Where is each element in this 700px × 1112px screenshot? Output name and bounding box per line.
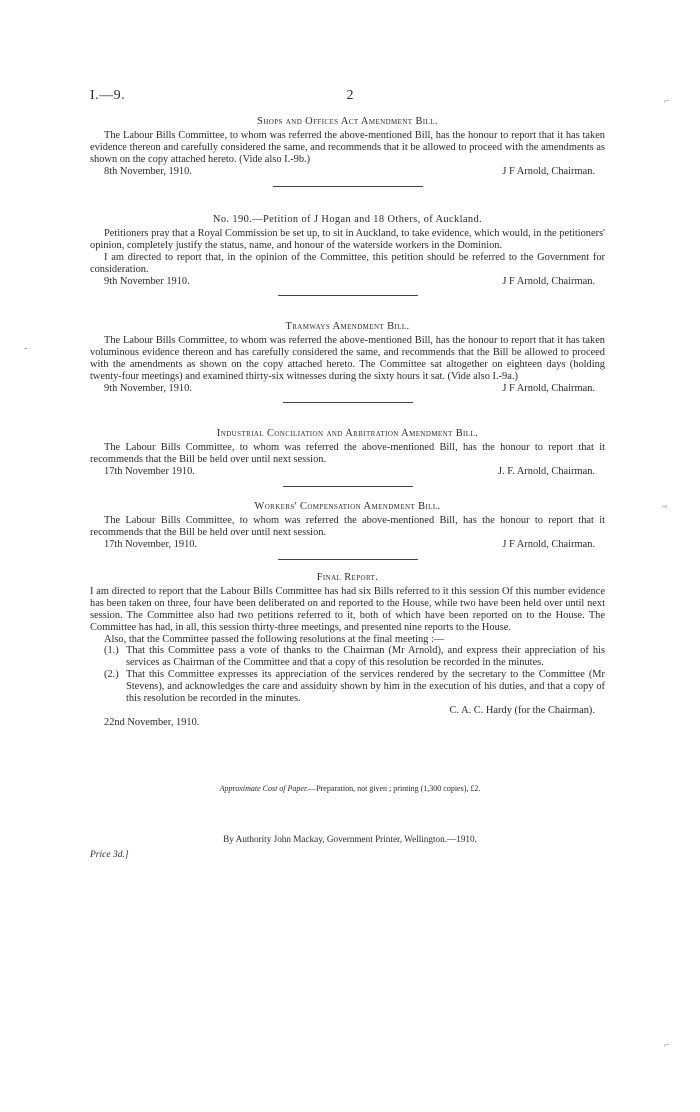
divider — [278, 559, 418, 560]
section-date: 9th November, 1910. — [104, 382, 192, 394]
signature-line — [90, 166, 605, 178]
section-body-2: I am directed to report that, in the opinion of the Committee, this petition should be referred to the Government for consideration. — [90, 251, 605, 275]
resolution-number: (1.) — [104, 645, 119, 657]
section-signature: J. F. Arnold, Chairman. — [497, 465, 595, 477]
section-body: The Labour Bills Committee, to whom was referred the above-mentioned Bill, has the honour to report that it has taken voluminous evidence thereon and has carefully considered the same, and recommends that the Bill be allowed to proceed with the amendments as shown on the copy attached hereto. The Committee sat altogether on eighteen days (holding twenty-four meetings) and examined thirty-six witnesses during the sixty hours it sat. (Vide also I.-9a.) — [90, 334, 605, 382]
resolution-item — [90, 669, 605, 705]
section-signature: J F Arnold, Chairman. — [502, 165, 595, 177]
cost-label: Approximate Cost of Paper. — [219, 784, 309, 793]
section-shops-offices — [90, 116, 605, 187]
cost-text: —Preparation, not given ; printing (1,300 copies), £2. — [308, 784, 481, 793]
section-signature: J F Arnold, Chairman. — [502, 538, 595, 550]
resolution-text: That this Committee pass a vote of thanks to the Chairman (Mr Arnold), and express their appreciation of his services as Chairman of the Committee and that a copy of this resolution be recorded in the minutes. — [126, 645, 605, 669]
section-date: 17th November 1910. — [104, 465, 195, 477]
divider — [273, 186, 423, 187]
divider — [283, 486, 413, 487]
price: Price 3d.] — [90, 850, 129, 860]
section-date: 8th November, 1910. — [104, 165, 192, 177]
final-report-body: I am directed to report that the Labour Bills Committee has had six Bills referred to it this session Of this number evidence has been taken on three, four have been deliberated on and reported to the House, while two have been held over until next session. The Committee also had two petitions referred to it, both of which have been reported on to the House. The Committee has had, in all, this session thirty-three meetings, and presented nine reports to the House. — [90, 585, 605, 633]
section-body: The Labour Bills Committee, to whom was referred the above-mentioned Bill, has the honour to report that it recommends that the Bill be held over until next session. — [90, 514, 605, 538]
section-date: 17th November, 1910. — [104, 538, 198, 550]
page-number: 2 — [346, 88, 354, 103]
section-workers-compensation — [90, 501, 605, 560]
resolution-number: (2.) — [104, 669, 119, 681]
section-body: The Labour Bills Committee, to whom was referred the above-mentioned Bill, has the honour to report that it has taken evidence thereon and carefully considered the same, and recommends that it be allowed to proceed with the amendments as shown on the copy attached hereto. (Vide also I.-9b.) — [90, 129, 605, 165]
final-report-date: 22nd November, 1910. — [104, 716, 200, 728]
section-body: The Labour Bills Committee, to whom was referred the above-mentioned Bill, has the honour to report that it recommends that the Bill be held over until next session. — [90, 441, 605, 465]
section-title: Final Report. — [316, 572, 379, 583]
final-report-intro: Also, that the Committee passed the following resolutions at the final meeting :— — [104, 633, 445, 645]
printer-imprint: By Authority John Mackay, Government Printer, Wellington.—1910. — [223, 834, 477, 844]
signature-line — [90, 383, 605, 395]
section-final-report — [90, 572, 605, 729]
section-industrial-conciliation — [90, 428, 605, 487]
signature-line — [90, 466, 605, 478]
section-title: Industrial Conciliation and Arbitration Amendment Bill. — [216, 428, 479, 439]
signature-line — [90, 539, 605, 551]
margin-mark: ⌐ — [664, 1040, 670, 1051]
paper-reference: I.—9. — [90, 88, 126, 103]
section-petition-190 — [90, 214, 605, 296]
divider — [278, 295, 418, 296]
resolution-text: That this Committee expresses its appreciation of the services rendered by the secretary to the Committee (Mr Stevens), and acknowledges the care and assiduity shown by him in the execution of his duties, and that a copy of this resolution be recorded in the minutes. — [126, 669, 605, 705]
section-title: Workers' Compensation Amendment Bill. — [254, 501, 441, 512]
section-title: No. 190.—Petition of J Hogan and 18 Others, of Auckland. — [212, 214, 483, 225]
section-signature: J F Arnold, Chairman. — [502, 275, 595, 287]
margin-mark: ⌐ — [664, 96, 670, 107]
margin-mark: ~ — [662, 502, 668, 513]
final-report-signature: C. A. C. Hardy (for the Chairman). — [449, 704, 595, 716]
section-title: Tramways Amendment Bill. — [285, 321, 410, 332]
section-body: Petitioners pray that a Royal Commission be set up, to sit in Auckland, to take evidence, which would, in the petitioners' opinion, completely justify the status, name, and honour of the waterside workers in the Dominion. — [90, 227, 605, 251]
margin-mark: - — [24, 343, 28, 354]
section-title: Shops and Offices Act Amendment Bill. — [257, 116, 438, 127]
divider — [283, 402, 413, 403]
cost-of-paper — [0, 784, 700, 793]
signature-line — [90, 276, 605, 288]
section-date: 9th November 1910. — [104, 275, 190, 287]
section-tramways — [90, 321, 605, 403]
section-signature: J F Arnold, Chairman. — [502, 382, 595, 394]
resolution-item — [90, 645, 605, 669]
